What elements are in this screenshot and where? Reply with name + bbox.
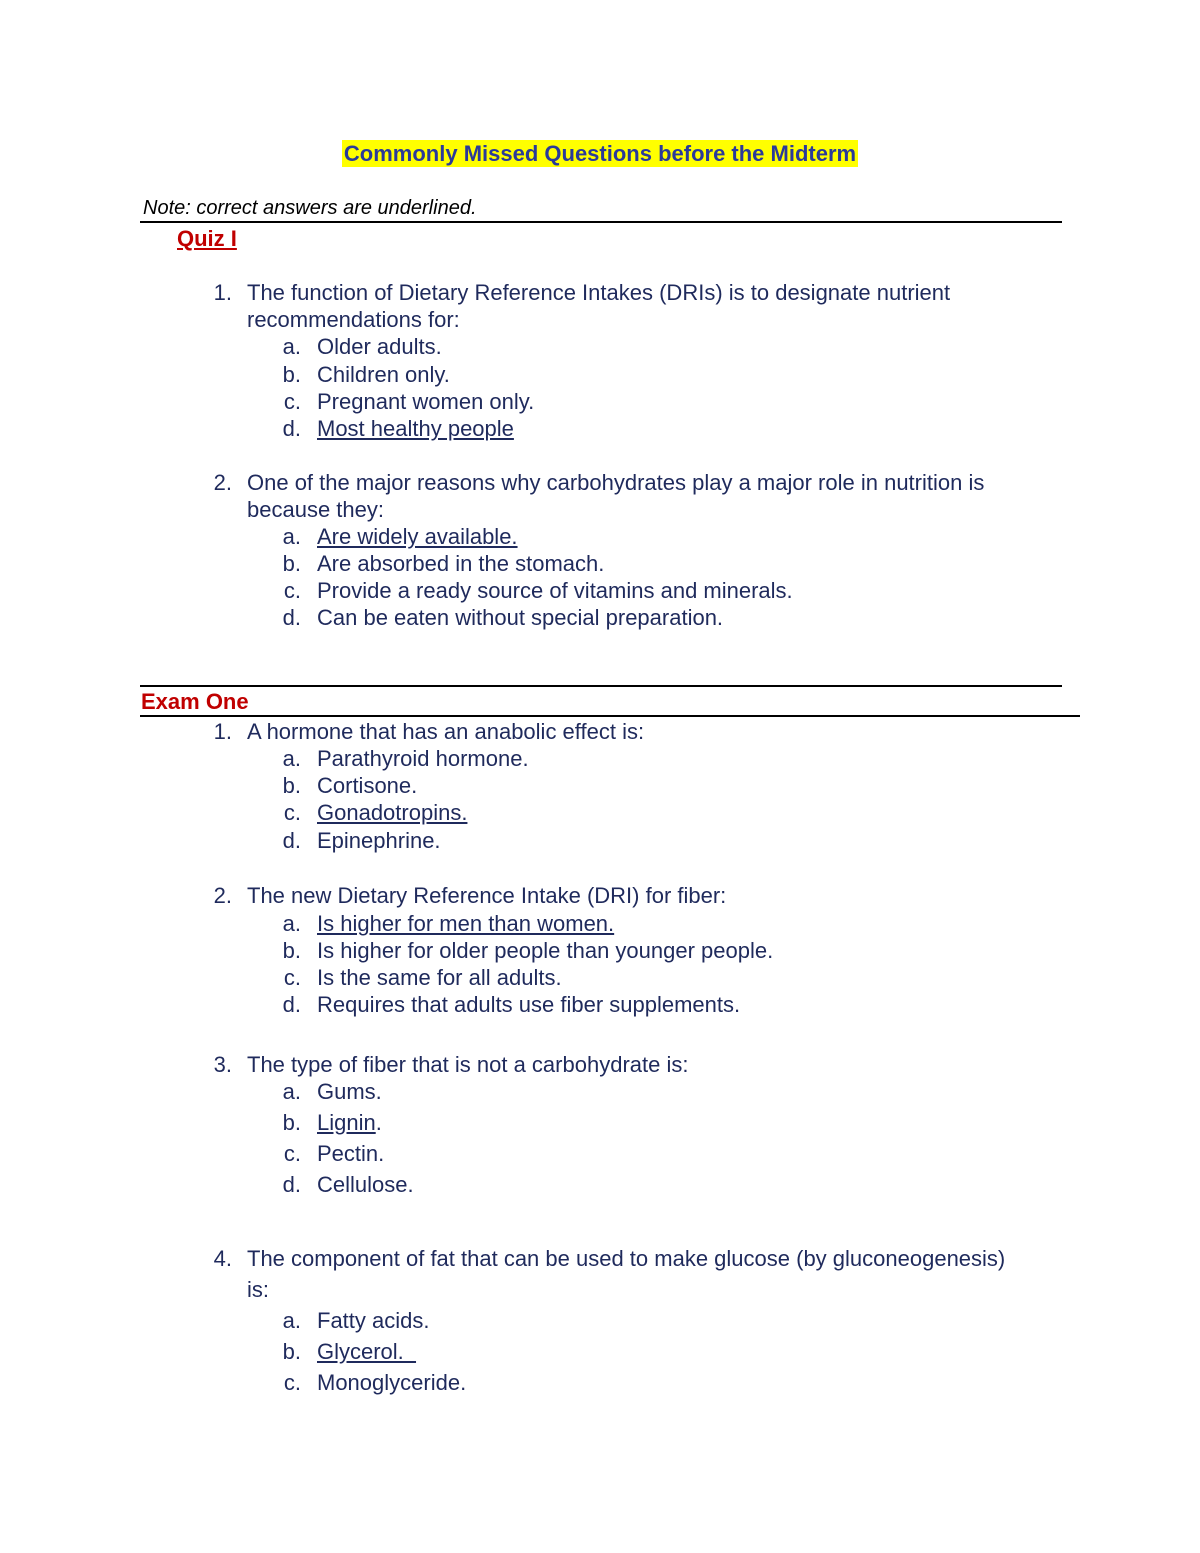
- correct-answer: Is higher for men than women.: [317, 911, 615, 936]
- correct-answer: Glycerol.: [317, 1339, 417, 1364]
- question-text: The new Dietary Reference Intake (DRI) for fiber:: [247, 883, 727, 908]
- option-letter: b.: [282, 362, 301, 387]
- option-text: Cellulose.: [317, 1172, 414, 1197]
- question-number: 4.: [213, 1246, 232, 1271]
- section-heading-quiz: Quiz I: [177, 226, 237, 251]
- option-letter: c.: [283, 389, 301, 414]
- option-text: Parathyroid hormone.: [317, 746, 529, 771]
- question-number: 3.: [213, 1052, 232, 1077]
- option-letter: d.: [282, 992, 301, 1017]
- option-letter: c.: [283, 1370, 301, 1395]
- option-text: Children only.: [317, 362, 450, 387]
- divider: [140, 715, 1080, 717]
- divider: [140, 221, 1062, 223]
- option-text: Gums.: [317, 1079, 382, 1104]
- correct-answer: Are widely available.: [317, 524, 518, 549]
- page-title: Commonly Missed Questions before the Midterm: [343, 141, 857, 166]
- question-text: The function of Dietary Reference Intakes (DRIs) is to designate nutrient: [247, 280, 951, 305]
- question-number: 2.: [213, 470, 232, 495]
- note-text: Note: correct answers are underlined.: [143, 197, 477, 219]
- question-text: A hormone that has an anabolic effect is:: [247, 719, 645, 744]
- option-letter: a.: [282, 524, 301, 549]
- option-letter: a.: [282, 1079, 301, 1104]
- question-number: 1.: [213, 719, 232, 744]
- question-text-cont: is:: [247, 1277, 269, 1302]
- correct-answer: Most healthy people: [317, 416, 514, 441]
- option-text: Requires that adults use fiber supplements.: [317, 992, 741, 1017]
- question-text-cont: because they:: [247, 497, 384, 522]
- question-number: 1.: [213, 280, 232, 305]
- option-text: Pregnant women only.: [317, 389, 535, 414]
- section-heading-exam: Exam One: [141, 689, 249, 714]
- option-letter: c.: [283, 965, 301, 990]
- question-text: The component of fat that can be used to make glucose (by gluconeogenesis): [247, 1246, 1006, 1271]
- option-letter: d.: [282, 416, 301, 441]
- option-letter: d.: [282, 828, 301, 853]
- option-text-suffix: .: [375, 1110, 382, 1135]
- option-letter: c.: [283, 578, 301, 603]
- option-text: Older adults.: [317, 334, 442, 359]
- option-letter: c.: [283, 1141, 301, 1166]
- option-text: Cortisone.: [317, 773, 418, 798]
- option-text: Provide a ready source of vitamins and minerals.: [317, 578, 793, 603]
- option-text: Is higher for older people than younger people.: [317, 938, 774, 963]
- option-letter: a.: [282, 911, 301, 936]
- question-number: 2.: [213, 883, 232, 908]
- option-text: Pectin.: [317, 1141, 385, 1166]
- question-text: One of the major reasons why carbohydrates play a major role in nutrition is: [247, 470, 985, 495]
- option-letter: a.: [282, 334, 301, 359]
- option-text: Are absorbed in the stomach.: [317, 551, 605, 576]
- option-letter: a.: [282, 746, 301, 771]
- option-text: Can be eaten without special preparation.: [317, 605, 724, 630]
- question-text: The type of fiber that is not a carbohydrate is:: [247, 1052, 689, 1077]
- option-letter: b.: [282, 938, 301, 963]
- option-text: Epinephrine.: [317, 828, 441, 853]
- divider: [140, 685, 1062, 687]
- option-letter: b.: [282, 1339, 301, 1364]
- option-letter: b.: [282, 1110, 301, 1135]
- option-letter: d.: [282, 1172, 301, 1197]
- option-letter: a.: [282, 1308, 301, 1333]
- correct-answer: Gonadotropins.: [317, 800, 468, 825]
- option-letter: b.: [282, 773, 301, 798]
- option-text: Fatty acids.: [317, 1308, 430, 1333]
- option-letter: c.: [283, 800, 301, 825]
- option-letter: d.: [282, 605, 301, 630]
- option-letter: b.: [282, 551, 301, 576]
- option-text: Is the same for all adults.: [317, 965, 562, 990]
- question-text-cont: recommendations for:: [247, 307, 460, 332]
- option-text: Monoglyceride.: [317, 1370, 467, 1395]
- correct-answer: Lignin: [317, 1110, 376, 1135]
